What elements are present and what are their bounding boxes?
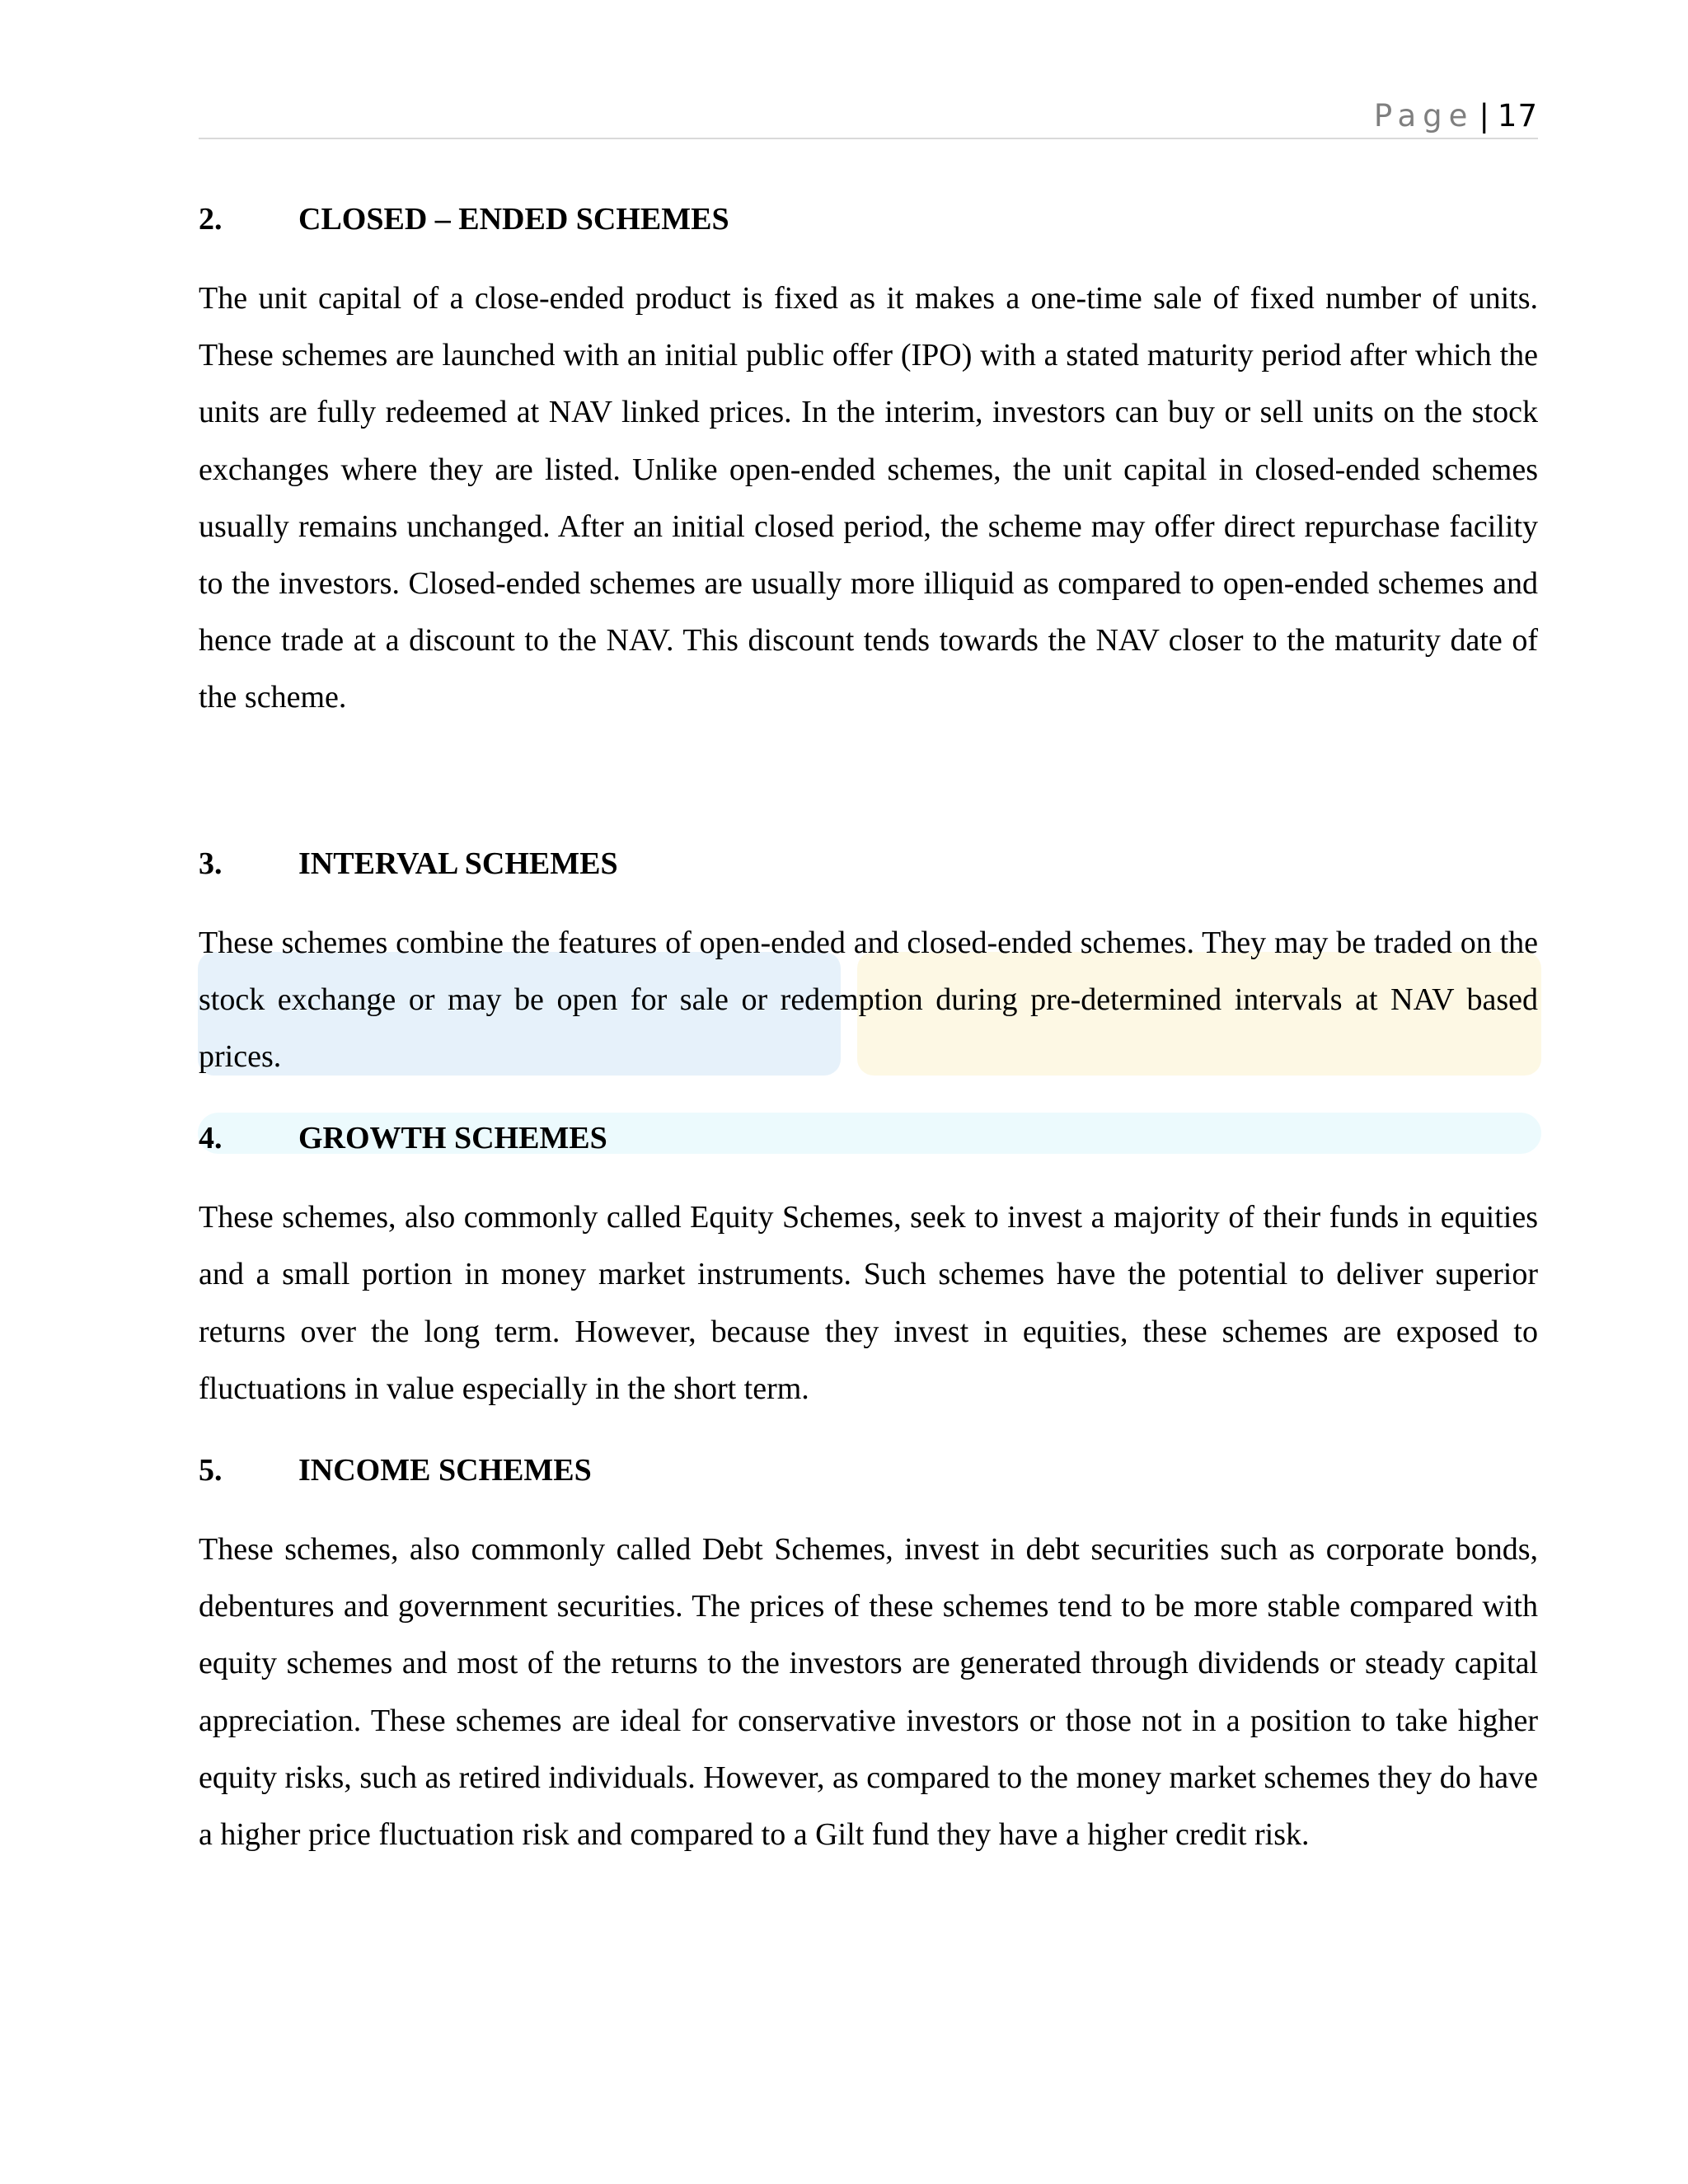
page-header <box>199 95 1538 139</box>
section-paragraph: The unit capital of a close-ended product is fixed as it makes a one-time sale of fixed number of units. These schemes are launched with an initial public offer (IPO) with a stated maturity period after which the units are fully redeemed at NAV linked prices. In the interim, investors can buy or sell units on the stock exchanges where they are listed. Unlike open-ended schemes, the unit capital in closed-ended schemes usually remains unchanged. After an initial closed period, the scheme may offer direct repurchase facility to the investors. Closed-ended schemes are usually more illiquid as compared to open-ended schemes and hence trade at a discount to the NAV. This discount tends towards the NAV closer to the maturity date of the scheme. <box>199 281 1538 715</box>
section-paragraph: These schemes, also commonly called Debt Schemes, invest in debt securities such as corporate bonds, debentures and government securities. The prices of these schemes tend to be more stable compared with equity schemes and most of the returns to the investors are generated through dividends or steady capital appreciation. These schemes are ideal for conservative investors or those not in a position to take higher equity risks, such as retired individuals. However, as compared to the money market schemes they do have a higher price fluctuation risk and compared to a Gilt fund they have a higher credit risk. <box>199 1532 1538 1853</box>
section-closed-ended <box>199 194 1538 727</box>
section-heading <box>199 839 1538 888</box>
section-growth <box>199 1113 1538 1418</box>
section-title: CLOSED – ENDED SCHEMES <box>298 202 729 237</box>
section-number: 4. <box>199 1121 223 1156</box>
section-paragraph: These schemes, also commonly called Equity Schemes, seek to invest a majority of their funds in equities and a small portion in money market instruments. Such schemes have the potential to deliver superior returns over the long term. However, because they invest in equities, these schemes are exposed to fluctuations in value especially in the short term. <box>199 1200 1538 1406</box>
section-heading <box>199 1446 1538 1495</box>
section-title: INTERVAL SCHEMES <box>298 846 618 881</box>
section-paragraph: These schemes combine the features of open-ended and closed-ended schemes. They may be traded on the stock exchange or may be open for sale or redemption during pre-determined intervals at NAV based prices. <box>199 925 1538 1075</box>
page-separator: | <box>1479 98 1489 134</box>
section-title: GROWTH SCHEMES <box>298 1121 607 1156</box>
page-number: 17 <box>1497 98 1538 134</box>
section-heading <box>199 194 1538 244</box>
section-title: INCOME SCHEMES <box>298 1453 592 1488</box>
section-number: 2. <box>199 202 223 237</box>
page-label: Page <box>1373 98 1475 134</box>
section-number: 3. <box>199 846 223 881</box>
section-number: 5. <box>199 1453 223 1488</box>
document-body <box>199 194 1538 1863</box>
section-heading <box>199 1113 1538 1163</box>
section-interval <box>199 839 1538 1086</box>
section-income <box>199 1446 1538 1863</box>
